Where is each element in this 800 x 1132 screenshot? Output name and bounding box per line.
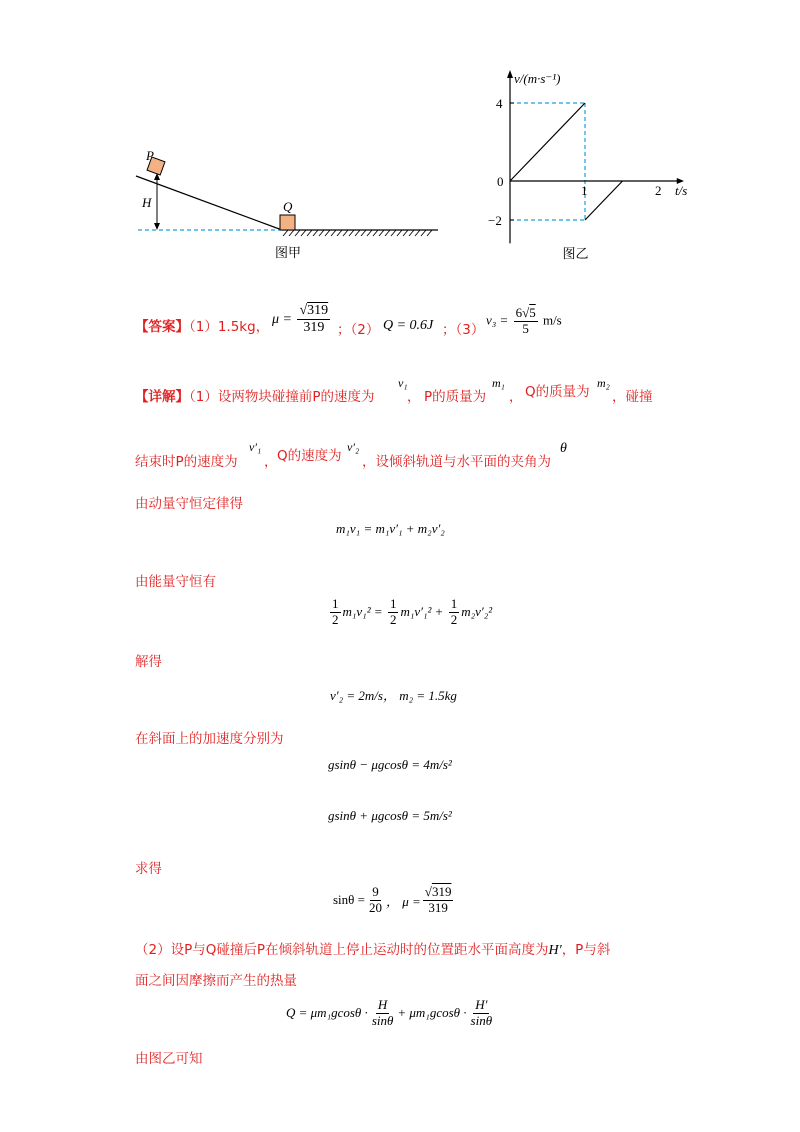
tick-label-0: 0 (497, 174, 504, 189)
heat-eq (286, 998, 496, 1029)
detail-tag: 【详解】 (135, 389, 189, 405)
figure-yi-chart (485, 65, 705, 270)
answer-mu-den: 319 (303, 320, 325, 336)
find-twenty: 20 (368, 899, 382, 915)
answer-v3-unit: m/s (542, 312, 562, 328)
answer-mu-lhs: μ = (272, 311, 292, 327)
energy-label: 由能量守恒有 (135, 574, 216, 590)
tick-label-4: 4 (496, 96, 503, 111)
block-q (280, 215, 295, 230)
h-arrow-head-bottom (154, 223, 160, 230)
hatch-mark (325, 230, 330, 236)
hatch-mark (301, 230, 306, 236)
find-mu-num: 319 (431, 884, 452, 899)
accel-label: 在斜面上的加速度分别为 (135, 731, 284, 747)
detail-comma1: ， (407, 389, 421, 405)
detail-m1: m₁ (492, 376, 505, 390)
hatch-mark (367, 230, 372, 236)
find-sin-lhs: sinθ = (333, 892, 365, 908)
label-p: P (146, 148, 154, 163)
detail-comma2: ， (509, 389, 523, 405)
accel-eq1: gsinθ − μgcosθ = 4m/s² (328, 757, 452, 772)
detail-v1: v₁ (398, 376, 408, 390)
energy-half-2: 1 (389, 596, 397, 611)
heat-h: H (377, 997, 388, 1012)
hatch-mark (355, 230, 360, 236)
figure-jia (130, 140, 450, 265)
caption-yi: 图乙 (562, 247, 589, 262)
hatch-mark (295, 230, 300, 236)
energy-two-1: 2 (332, 611, 339, 627)
hatch-mark (349, 230, 354, 236)
energy-two-3: 2 (450, 611, 458, 627)
answer-part3: ；（3） (442, 322, 485, 338)
hatch-mark (421, 230, 426, 236)
label-q: Q (283, 199, 293, 214)
heat-plus: + μm₁gcosθ · (397, 1005, 467, 1021)
caption-jia: 图甲 (275, 246, 302, 261)
energy-eq (328, 597, 492, 628)
answer-v3-sqrt5: 5 (529, 305, 536, 320)
series-line-1 (585, 181, 623, 220)
part2-text-b: ，P与斜 (561, 942, 611, 958)
find-label: 求得 (135, 861, 162, 877)
hatch-mark (403, 230, 408, 236)
part2-line1 (135, 938, 610, 959)
hatch-mark (409, 230, 414, 236)
hatch-mark (427, 230, 432, 236)
hatch-mark (373, 230, 378, 236)
hatch-mark (415, 230, 420, 236)
find-eq: sinθ = $\frac{9}{20}$ ， μ = $\frac{√319}{319}$ (333, 884, 452, 915)
hatch-mark (385, 230, 390, 236)
detail-line1-text: （1）设两物块碰撞前P的速度为 (189, 389, 375, 405)
heat-sin2: sinθ (470, 1012, 493, 1028)
part2-line2: 面之间因摩擦而产生的热量 (135, 973, 297, 989)
find-nine: 9 (372, 884, 379, 899)
hatch-mark (343, 230, 348, 236)
accel-eq2: gsinθ + μgcosθ = 5m/s² (328, 808, 452, 823)
heat-lhs: Q = μm₁gcosθ · (286, 1005, 368, 1021)
detail-tail: ，碰撞 (612, 389, 653, 405)
energy-equals: = (374, 604, 382, 620)
answer-line (135, 312, 269, 342)
v-axis-arrow (507, 70, 513, 78)
part2-hprime: H′ (548, 943, 562, 958)
heat-hprime: H′ (475, 997, 488, 1012)
find-mu-den: 319 (428, 899, 448, 915)
detail-line2b: Q的速度为 (277, 448, 342, 464)
tick-label-m2: −2 (488, 213, 502, 228)
label-h: H (142, 195, 152, 210)
find-mu: ， μ = (385, 893, 421, 909)
momentum-eq: m₁v₁ = m₁v′₁ + m₂v′₂ (336, 521, 445, 536)
part2-text: （2）设P与Q碰撞后P在倾斜轨道上停止运动时的位置距水平面高度为 (135, 942, 549, 958)
detail-line1 (135, 385, 374, 405)
energy-half-1: 1 (332, 596, 339, 611)
detail-pmass: P的质量为 (424, 389, 487, 405)
answer-part1: （1）1.5kg， (189, 319, 270, 335)
detail-v1p: v′₁ (249, 440, 262, 454)
solve-eq: v′₂ = 2m/s， m₂ = 1.5kg (330, 688, 457, 703)
energy-t2: m₁v′₁² (400, 604, 432, 620)
hatch-mark (397, 230, 402, 236)
answer-tag: 【答案】 (135, 319, 189, 335)
hatch-mark (283, 230, 288, 236)
answer-v3-six: 6 (515, 305, 523, 320)
detail-m2: m₂ (597, 376, 610, 390)
tick-label-2: 2 (655, 183, 662, 198)
incline-line (136, 176, 282, 230)
answer-v3-den: 5 (522, 320, 529, 336)
answer-q: Q = 0.6J (383, 318, 434, 333)
hatch-mark (337, 230, 342, 236)
detail-comma3: ， (264, 454, 278, 470)
detail-line2a: 结束时P的速度为 (135, 454, 238, 470)
energy-t1: m₁v₁² (342, 604, 371, 620)
hatch-mark (319, 230, 324, 236)
hatch-mark (289, 230, 294, 236)
hatch-mark (307, 230, 312, 236)
tick-label-1: 1 (581, 183, 588, 198)
detail-qmass: Q的质量为 (525, 384, 590, 400)
energy-t3: m₂v′₂² (461, 604, 493, 620)
answer-v3: v₃ = $\frac{6√5}{5}$ m/s (486, 305, 562, 336)
hatch-mark (379, 230, 384, 236)
hatch-mark (391, 230, 396, 236)
hatch-mark (313, 230, 318, 236)
solve-label: 解得 (135, 654, 162, 670)
t-axis-label: t/s (675, 183, 688, 198)
energy-two-2: 2 (389, 611, 397, 627)
hatch-mark (331, 230, 336, 236)
energy-half-3: 1 (450, 596, 458, 611)
last-line: 由图乙可知 (135, 1051, 203, 1067)
answer-part2: ；（2） (337, 322, 380, 338)
heat-sin: sinθ (371, 1012, 394, 1028)
answer-mu: μ = $\frac{√319}{319}$ (272, 303, 329, 336)
ground-hatch (283, 230, 432, 236)
detail-v2p: v′₂ (347, 440, 360, 454)
energy-plus: + (435, 604, 443, 620)
momentum-label: 由动量守恒定律得 (135, 496, 243, 512)
detail-line2c: ，设倾斜轨道与水平面的夹角为 (362, 454, 551, 470)
answer-v3-lhs: v₃ = (486, 312, 509, 328)
answer-mu-num: 319 (307, 303, 329, 318)
series-line-0 (510, 103, 585, 181)
hatch-mark (361, 230, 366, 236)
v-axis-label: v/(m·s⁻¹) (514, 71, 561, 86)
detail-theta: θ (560, 441, 567, 456)
